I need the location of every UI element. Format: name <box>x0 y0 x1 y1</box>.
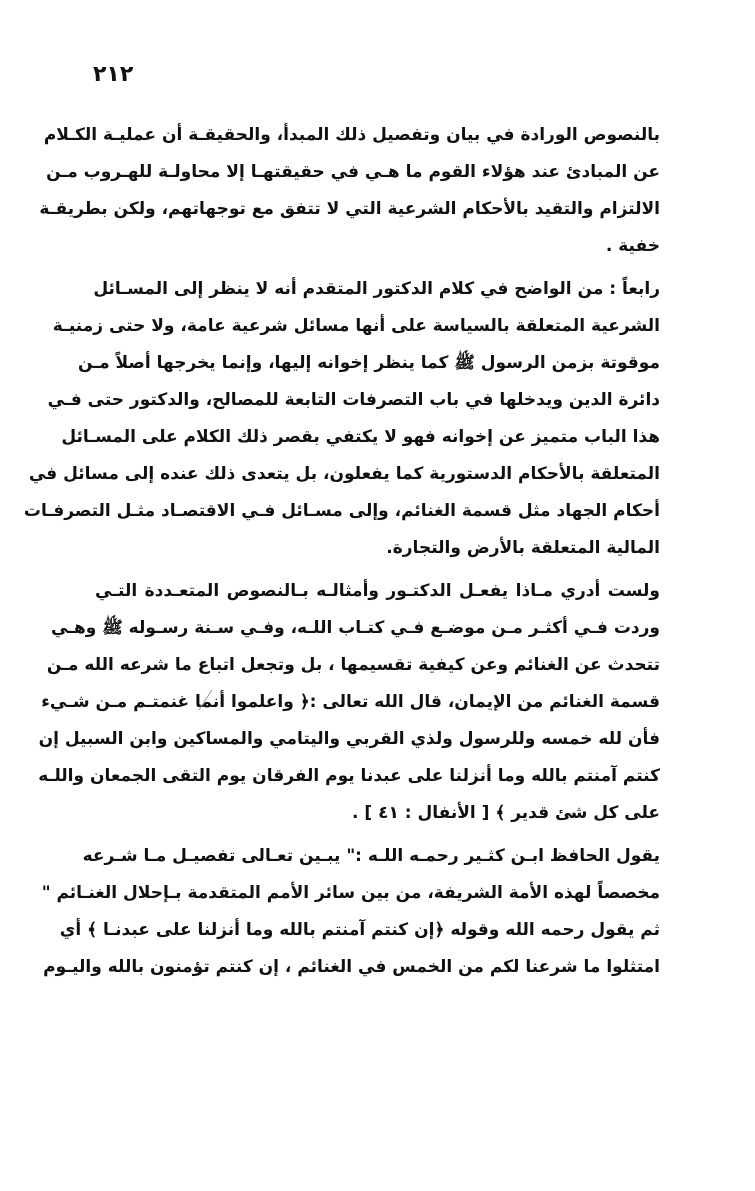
text-line: وردت فـي أكثـر مـن موضـع فـي كتـاب اللـه، وفـي سـنة رسـوله ﷺ وهـي <box>50 618 660 638</box>
text-line: رابعاً : من الواضح في كلام الدكتور المتقدم أنه لا ينظر إلى المسـائل <box>93 279 660 299</box>
text-line: مخصصاً لهذه الأمة الشريفة، من بين سائر الأمم المتقدمة بـإحلال الغنـائم " <box>41 883 660 903</box>
paragraph <box>23 271 660 567</box>
pen-stroke-mark <box>196 688 216 712</box>
text-line: المتعلقة بالأحكام الدستورية كما يفعلون، بل يتعدى ذلك عنده إلى مسائل في <box>28 464 660 484</box>
text-line: بالنصوص الورادة في بيان وتفصيل ذلك المبدأ، والحقيقـة أن عمليـة الكـلام <box>43 125 660 145</box>
text-line: أحكام الجهاد مثل قسمة الغنائم، وإلى مسـائل فـي الاقتصـاد مثـل التصرفـات <box>23 501 660 521</box>
page-body <box>23 117 660 986</box>
paragraph <box>39 117 660 265</box>
text-line: فأن لله خمسه وللرسول ولذي القربي واليتامي والمساكين وابن السبيل إن <box>38 729 660 749</box>
text-line: يقول الحافظ ابـن كثـير رحمـه اللـه :" يبـين تعـالى تفصيـل مـا شـرعه <box>82 846 660 866</box>
text-line: خفية . <box>605 236 660 256</box>
paragraph <box>38 573 660 832</box>
text-line: الالتزام والتقيد بالأحكام الشرعية التي لا تتفق مع توجهاتهم، ولكن بطريقـة <box>39 199 660 219</box>
text-line: ثم يقول رحمه الله وقوله ﴿إن كنتم آمنتم بالله وما أنزلنا على عبدنـا ﴾ أي <box>59 920 660 940</box>
text-line: الشرعية المتعلقة بالسياسة على أنها مسائل شرعية عامة، ولا حتى زمنيـة <box>52 316 660 336</box>
text-line: موقوتة بزمن الرسول ﷺ كما ينظر إخوانه إليها، وإنما يخرجها أصلاً مـن <box>77 353 660 373</box>
text-line: كنتم آمنتم بالله وما أنزلنا على عبدنا يوم الفرقان يوم التقى الجمعان واللـه <box>38 766 660 786</box>
text-line: هذا الباب متميز عن إخوانه فهو لا يكتفي بقصر ذلك الكلام على المسـائل <box>61 427 660 447</box>
text-line: دائرة الدين ويدخلها في باب التصرفات التابعة للمصالح، والدكتور حتى فـي <box>47 390 660 410</box>
paragraph <box>41 838 660 986</box>
text-line: عن المبادئ عند هؤلاء القوم ما هـي في حقيقتهـا إلا محاولـة للهـروب مـن <box>46 162 660 182</box>
page-number: ٢١٢ <box>93 62 134 87</box>
text-line: امتثلوا ما شرعنا لكم من الخمس في الغنائم ، إن كنتم تؤمنون بالله واليـوم <box>43 957 660 977</box>
text-line: ولست أدري مـاذا يفعـل الدكتـور وأمثالـه بـالنصوص المتعـددة التـي <box>95 581 660 601</box>
text-line: تتحدث عن الغنائم وعن كيفية تقسيمها ، بل وتجعل اتباع ما شرعه الله مـن <box>46 655 660 675</box>
text-line: على كل شئ قدير ﴾ [ الأنفال : ٤١ ] . <box>352 803 660 823</box>
text-line: قسمة الغنائم من الإيمان، قال الله تعالى :﴿ واعلموا أنما غنمتـم مـن شـيء <box>41 692 660 712</box>
text-line: المالية المتعلقة بالأرض والتجارة. <box>386 538 660 558</box>
